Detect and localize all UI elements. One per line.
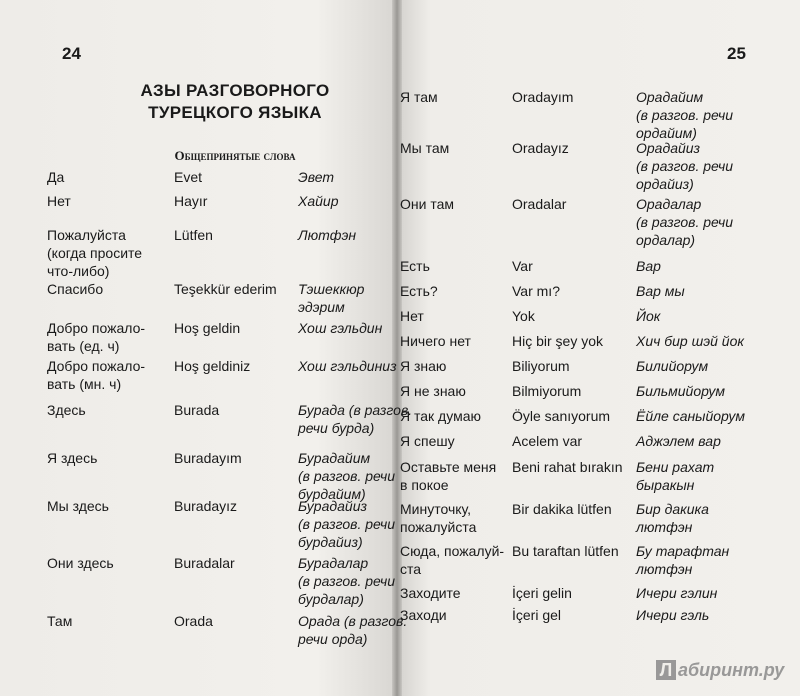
right-row-13-ru <box>400 500 476 536</box>
phrase-line: Evet <box>174 169 203 185</box>
page-title <box>120 80 350 124</box>
phrase-line: Есть <box>400 258 430 274</box>
phrase-line: İçeri gelin <box>512 585 572 601</box>
phrase-line: Я спешу <box>400 433 455 449</box>
right-row-9-ru <box>400 382 466 400</box>
phrase-line: бурдайиз) <box>298 534 363 550</box>
phrase-line: Бир дакика <box>636 501 709 517</box>
left-row-4-pr <box>298 280 364 316</box>
phrase-line: Orada <box>174 613 213 629</box>
phrase-line: Мы здесь <box>47 498 109 514</box>
right-row-15-pr <box>636 584 717 602</box>
left-row-10-pr <box>298 554 395 608</box>
phrase-line: Минуточку, <box>400 501 472 517</box>
left-row-9-ru <box>47 497 109 515</box>
left-row-7-tr <box>174 401 219 419</box>
phrase-line: Бурадайим <box>298 450 371 466</box>
phrase-line: Oradalar <box>512 196 567 212</box>
right-row-3-tr <box>512 195 566 213</box>
watermark-logo <box>656 660 784 681</box>
phrase-line: Здесь <box>47 402 86 418</box>
phrase-line: Bilmiyorum <box>512 383 582 399</box>
title-line-1: АЗЫ РАЗГОВОРНОГО <box>140 81 330 100</box>
phrase-line: Beni rahat bırakın <box>512 459 623 475</box>
left-row-9-tr <box>174 497 237 515</box>
left-row-5-tr <box>174 319 240 337</box>
left-row-5-ru <box>47 319 145 355</box>
right-row-14-pr <box>636 542 729 578</box>
phrase-line: Бурада (в разгов. <box>298 402 413 418</box>
left-row-3-ru <box>47 226 142 280</box>
phrase-line: (в разгов. речи <box>298 573 396 589</box>
phrase-line: эдэрим <box>298 299 345 315</box>
phrase-line: (в разгов. речи <box>636 158 734 174</box>
phrase-line: Teşekkür ederim <box>174 281 277 297</box>
phrase-line: Acelem var <box>512 433 583 449</box>
right-row-5-tr <box>512 282 560 300</box>
phrase-line: ста <box>400 561 422 577</box>
phrase-line: Я не знаю <box>400 383 466 399</box>
phrase-line: (в разгов. речи <box>298 516 396 532</box>
right-row-10-tr <box>512 407 610 425</box>
phrase-line: Бу тарафтан <box>636 543 730 559</box>
phrase-line: ордайим) <box>636 125 697 141</box>
right-row-1-tr <box>512 88 573 106</box>
right-row-3-ru <box>400 195 454 213</box>
right-row-12-ru <box>400 458 496 494</box>
left-row-7-ru <box>47 401 86 419</box>
phrase-line: Buradalar <box>174 555 235 571</box>
phrase-line: Билийорум <box>636 358 709 374</box>
watermark-letter: Л <box>656 660 676 680</box>
phrase-line: Орада (в разгов. <box>298 613 408 629</box>
right-row-4-tr <box>512 257 533 275</box>
right-row-13-tr <box>512 500 612 518</box>
phrase-line: бурдайим) <box>298 486 366 502</box>
right-row-6-pr <box>636 307 660 325</box>
right-row-4-ru <box>400 257 430 275</box>
right-row-12-pr <box>636 458 714 494</box>
right-row-5-ru <box>400 282 438 300</box>
phrase-line: Они там <box>400 196 454 212</box>
left-row-3-tr <box>174 226 213 244</box>
right-row-12-tr <box>512 458 623 476</box>
right-row-7-pr <box>636 332 744 350</box>
phrase-line: Hiç bir şey yok <box>512 333 604 349</box>
left-row-10-ru <box>47 554 114 572</box>
right-row-1-pr <box>636 88 733 142</box>
right-row-4-pr <box>636 257 661 275</box>
phrase-line: Hayır <box>174 193 208 209</box>
phrase-line: пожалуйста <box>400 519 477 535</box>
phrase-line: (когда просите <box>47 245 143 261</box>
left-row-6-pr <box>298 357 397 375</box>
right-row-1-ru <box>400 88 438 106</box>
phrase-line: Нет <box>47 193 71 209</box>
phrase-line: Yok <box>512 308 535 324</box>
phrase-line: Я там <box>400 89 438 105</box>
phrase-line: ордайиз) <box>636 176 694 192</box>
phrase-line: Bu taraftan lütfen <box>512 543 619 559</box>
phrase-line: Я знаю <box>400 358 447 374</box>
right-row-2-pr <box>636 139 733 193</box>
phrase-line: Бурадайиз <box>298 498 367 514</box>
left-row-11-ru <box>47 612 72 630</box>
phrase-line: быракын <box>636 477 695 493</box>
right-row-16-tr <box>512 606 561 624</box>
left-row-8-ru <box>47 449 97 467</box>
phrase-line: Oradayız <box>512 140 569 156</box>
phrase-line: ордалар) <box>636 232 696 248</box>
left-row-4-tr <box>174 280 277 298</box>
left-row-2-pr <box>298 192 338 210</box>
phrase-line: Сюда, пожалуй- <box>400 543 505 559</box>
left-row-3-pr <box>298 226 356 244</box>
phrase-line: Там <box>47 613 73 629</box>
phrase-line: Hoş geldin <box>174 320 241 336</box>
phrase-line: Есть? <box>400 283 438 299</box>
phrase-line: Добро пожало- <box>47 358 146 374</box>
phrase-line: речи орда) <box>298 631 368 647</box>
right-row-10-ru <box>400 407 481 425</box>
watermark-text: абиринт.ру <box>678 660 785 680</box>
phrase-line: Burada <box>174 402 220 418</box>
phrase-line: Хош гэльдиниз <box>298 358 397 374</box>
phrase-line: Орадалар <box>636 196 702 212</box>
phrase-line: Лютфэн <box>298 227 357 243</box>
phrase-line: лютфэн <box>636 561 693 577</box>
phrase-line: Вар мы <box>636 283 685 299</box>
phrase-line: Пожалуйста <box>47 227 126 243</box>
phrase-line: Добро пожало- <box>47 320 146 336</box>
left-row-2-ru <box>47 192 71 210</box>
right-row-15-tr <box>512 584 572 602</box>
phrase-line: Lütfen <box>174 227 213 243</box>
right-row-9-pr <box>636 382 725 400</box>
phrase-line: Они здесь <box>47 555 114 571</box>
title-line-2: ТУРЕЦКОГО ЯЗЫКА <box>148 103 322 122</box>
section-subtitle: Общепринятые слова <box>174 148 296 163</box>
phrase-line: (в разгов. речи <box>636 214 734 230</box>
phrase-line: Спасибо <box>47 281 104 297</box>
left-page-number: 24 <box>62 44 81 63</box>
phrase-line: лютфэн <box>636 519 693 535</box>
phrase-line: Орадайим <box>636 89 704 105</box>
phrase-line: в покое <box>400 477 449 493</box>
phrase-line: речи бурда) <box>298 420 375 436</box>
right-row-14-tr <box>512 542 619 560</box>
phrase-line: Hoş geldiniz <box>174 358 251 374</box>
left-row-7-pr <box>298 401 412 437</box>
phrase-line: Заходите <box>400 585 461 601</box>
left-row-1-ru <box>47 168 64 186</box>
left-row-6-tr <box>174 357 250 375</box>
phrase-line: Мы там <box>400 140 450 156</box>
phrase-line: İçeri gel <box>512 607 562 623</box>
phrase-line: Хич бир шэй йок <box>636 333 744 349</box>
phrase-line: Ичери гэль <box>636 607 710 623</box>
phrase-line: Buradayım <box>174 450 242 466</box>
left-row-5-pr <box>298 319 382 337</box>
right-row-11-tr <box>512 432 582 450</box>
phrase-line: Buradayız <box>174 498 238 514</box>
phrase-line: Да <box>47 169 65 185</box>
right-row-5-pr <box>636 282 685 300</box>
phrase-line: Я здесь <box>47 450 98 466</box>
phrase-line: Бурадалар <box>298 555 369 571</box>
left-row-4-ru <box>47 280 103 298</box>
left-row-2-tr <box>174 192 207 210</box>
phrase-line: Тэшеккюр <box>298 281 365 297</box>
phrase-line: Var <box>512 258 533 274</box>
phrase-line: Хош гэльдин <box>298 320 383 336</box>
phrase-line: вать (мн. ч) <box>47 376 122 392</box>
right-row-7-ru <box>400 332 471 350</box>
right-row-13-pr <box>636 500 709 536</box>
left-row-10-tr <box>174 554 235 572</box>
phrase-line: (в разгов. речи <box>636 107 734 123</box>
phrase-line: Оставьте меня <box>400 459 497 475</box>
phrase-line: Ничего нет <box>400 333 471 349</box>
right-row-6-tr <box>512 307 535 325</box>
right-row-2-ru <box>400 139 449 157</box>
right-row-16-pr <box>636 606 709 624</box>
right-row-14-ru <box>400 542 504 578</box>
phrase-line: Ёйле саныйорум <box>636 408 745 424</box>
right-row-8-pr <box>636 357 708 375</box>
phrase-line: Bir dakika lütfen <box>512 501 612 517</box>
phrase-line: Ичери гэлин <box>636 585 718 601</box>
left-row-8-tr <box>174 449 242 467</box>
right-row-8-tr <box>512 357 570 375</box>
right-row-9-tr <box>512 382 581 400</box>
phrase-line: вать (ед. ч) <box>47 338 120 354</box>
right-page-number: 25 <box>727 44 746 63</box>
phrase-line: Var mı? <box>512 283 560 299</box>
phrase-line: Хайир <box>298 193 339 209</box>
right-row-7-tr <box>512 332 603 350</box>
left-row-8-pr <box>298 449 395 503</box>
right-row-11-ru <box>400 432 455 450</box>
right-row-3-pr <box>636 195 733 249</box>
phrase-line: (в разгов. речи <box>298 468 396 484</box>
left-row-11-pr <box>298 612 407 648</box>
phrase-line: Öyle sanıyorum <box>512 408 611 424</box>
right-row-11-pr <box>636 432 721 450</box>
right-row-15-ru <box>400 584 461 602</box>
phrase-line: Вар <box>636 258 661 274</box>
left-row-1-tr <box>174 168 202 186</box>
phrase-line: Орадайиз <box>636 140 701 156</box>
phrase-line: Oradayım <box>512 89 574 105</box>
right-row-10-pr <box>636 407 745 425</box>
right-row-8-ru <box>400 357 446 375</box>
left-row-6-ru <box>47 357 145 393</box>
phrase-line: Эвет <box>298 169 335 185</box>
phrase-line: Biliyorum <box>512 358 570 374</box>
left-row-1-pr <box>298 168 334 186</box>
right-row-6-ru <box>400 307 424 325</box>
phrase-line: Йок <box>636 308 661 324</box>
left-row-9-pr <box>298 497 395 551</box>
phrase-line: бурдалар) <box>298 591 364 607</box>
phrase-line: Нет <box>400 308 424 324</box>
left-row-11-tr <box>174 612 213 630</box>
phrase-line: Я так думаю <box>400 408 481 424</box>
right-row-16-ru <box>400 606 447 624</box>
phrase-line: Заходи <box>400 607 447 623</box>
right-row-2-tr <box>512 139 569 157</box>
phrase-line: Аджэлем вар <box>636 433 721 449</box>
phrase-line: что-либо) <box>47 263 110 279</box>
phrase-line: Бильмийорум <box>636 383 726 399</box>
phrase-line: Бени рахат <box>636 459 715 475</box>
